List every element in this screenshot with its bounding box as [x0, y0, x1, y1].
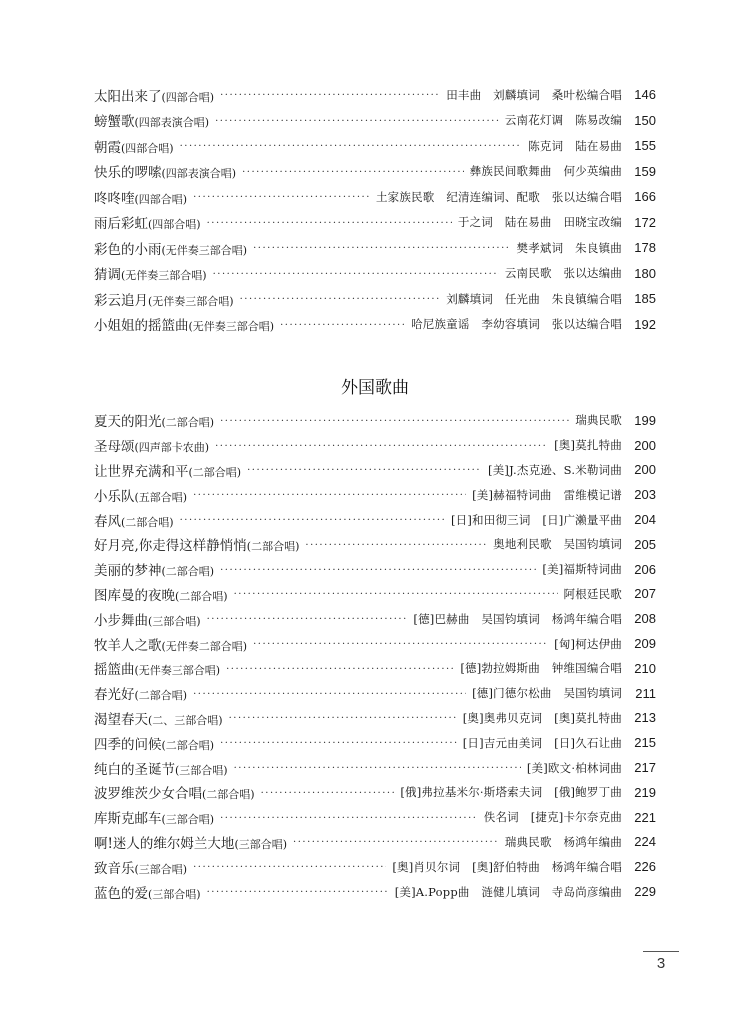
arrangement-note: (四部表演合唱) — [134, 116, 210, 130]
dot-leader — [253, 637, 548, 650]
toc-entry-title — [94, 238, 247, 258]
toc-entry-page: 146 — [634, 87, 656, 103]
toc-entry-title — [94, 410, 214, 430]
toc-entry-credit: [奥]莫扎特曲 — [554, 438, 622, 453]
toc-entry[interactable] — [94, 235, 656, 261]
toc-entry-title — [94, 683, 187, 703]
toc-entry[interactable] — [94, 433, 656, 458]
toc-entry-page: 224 — [634, 834, 656, 850]
dot-leader — [215, 114, 499, 127]
toc-entry[interactable] — [94, 210, 656, 236]
toc-entry-title — [94, 733, 214, 753]
toc-entry-title — [94, 857, 187, 877]
arrangement-note: (三部合唱) — [148, 887, 201, 901]
toc-entry-credit: 陈克词 陆在易曲 — [528, 138, 622, 153]
arrangement-note: (无伴奏三部合唱) — [121, 269, 207, 283]
toc-entry[interactable] — [94, 706, 656, 731]
arrangement-note: (二部合唱) — [161, 738, 215, 752]
song-title: 让世界充满和平 — [94, 463, 189, 480]
toc-entry-title — [94, 110, 209, 130]
arrangement-note: (二部合唱) — [161, 565, 215, 579]
toc-entry-title — [94, 609, 201, 629]
dot-leader — [207, 216, 452, 229]
toc-entry[interactable] — [94, 108, 656, 134]
toc-entry-page: 217 — [634, 760, 656, 776]
arrangement-note: (二部合唱) — [134, 689, 188, 703]
toc-entry-title — [94, 314, 274, 334]
song-title: 彩云追月 — [94, 292, 148, 309]
toc-entry[interactable] — [94, 261, 656, 287]
toc-entry-credit: [俄]弗拉基米尔·斯塔索夫词 [俄]鲍罗丁曲 — [400, 785, 622, 800]
toc-entry-credit: 瑞典民歌 杨鸿年编曲 — [504, 834, 622, 849]
toc-entry[interactable] — [94, 458, 656, 483]
toc-entry[interactable] — [94, 312, 656, 338]
toc-section-chinese-songs — [94, 82, 656, 337]
toc-entry-credit: 奥地利民歌 吴国钧填词 — [493, 537, 622, 552]
song-title: 快乐的啰嗦 — [94, 165, 162, 182]
toc-entry-credit: [德]巴赫曲 吴国钧填词 杨鸿年编合唱 — [413, 611, 622, 626]
toc-entry-credit: 土家族民歌 纪清连编词、配歌 张以达编合唱 — [375, 189, 622, 204]
toc-entry-page: 159 — [634, 163, 656, 179]
toc-entry-page: 166 — [634, 189, 656, 205]
dot-leader — [180, 139, 523, 152]
toc-entry[interactable] — [94, 656, 656, 681]
arrangement-note: (二部合唱) — [161, 416, 215, 430]
dot-leader — [180, 513, 445, 526]
toc-entry-title — [94, 187, 187, 207]
toc-entry-title — [94, 584, 228, 604]
toc-entry[interactable] — [94, 755, 656, 780]
toc-entry-page: 215 — [634, 735, 656, 751]
song-title: 春光好 — [94, 687, 135, 704]
toc-entry-title — [94, 510, 174, 530]
arrangement-note: (四部合唱) — [134, 192, 188, 206]
dot-leader — [220, 736, 457, 749]
dot-leader — [242, 165, 464, 178]
toc-entry-title — [94, 85, 214, 105]
toc-entry[interactable] — [94, 854, 656, 879]
toc-entry-title — [94, 807, 214, 827]
toc-entry[interactable] — [94, 408, 656, 433]
toc-entry-title — [94, 559, 214, 579]
toc-entry-title — [94, 263, 207, 283]
toc-entry-page: 209 — [634, 636, 656, 652]
song-title: 彩色的小雨 — [94, 241, 162, 258]
toc-entry[interactable] — [94, 879, 656, 904]
toc-entry-credit: 云南花灯调 陈易改编 — [504, 113, 622, 128]
toc-entry[interactable] — [94, 82, 656, 108]
toc-entry-title — [94, 832, 287, 852]
toc-entry-credit: [美]欧文·柏林词曲 — [526, 760, 622, 775]
song-title: 小姐姐的摇篮曲 — [94, 318, 189, 335]
arrangement-note: (二部合唱) — [121, 515, 174, 529]
dot-leader — [215, 439, 548, 452]
toc-entry[interactable] — [94, 606, 656, 631]
dot-leader — [193, 488, 466, 501]
toc-entry-credit: 阿根廷民歌 — [563, 586, 622, 601]
arrangement-note: (四声部卡农曲) — [134, 441, 210, 455]
arrangement-note: (无伴奏三部合唱) — [134, 664, 221, 678]
toc-entry-credit: 云南民歌 张以达编曲 — [504, 266, 622, 281]
dot-leader — [234, 587, 558, 600]
toc-entry-credit: 樊孝斌词 朱良镇曲 — [516, 240, 622, 255]
toc-entry-page: 203 — [634, 487, 656, 503]
song-title: 小乐队 — [94, 488, 135, 505]
toc-entry[interactable] — [94, 133, 656, 159]
footer-rule — [643, 951, 679, 952]
song-title: 太阳出来了 — [94, 88, 162, 105]
toc-entry[interactable] — [94, 730, 656, 755]
toc-entry-credit: [德]门德尔松曲 吴国钧填词 — [472, 686, 622, 701]
toc-entry[interactable] — [94, 482, 656, 507]
song-title: 啊!迷人的维尔姆兰大地 — [94, 835, 235, 852]
arrangement-note: (三部合唱) — [161, 813, 215, 827]
dot-leader — [293, 835, 499, 848]
toc-entry-page: 219 — [634, 784, 656, 800]
toc-entry-credit: [奥]奥弗贝克词 [奥]莫扎特曲 — [462, 710, 622, 725]
toc-entry-title — [94, 634, 247, 654]
toc-entry-page: 208 — [634, 611, 656, 627]
dot-leader — [207, 885, 389, 898]
arrangement-note: (三部合唱) — [234, 837, 288, 851]
toc-entry-page: 210 — [634, 660, 656, 676]
dot-leader — [280, 318, 405, 331]
arrangement-note: (三部合唱) — [148, 614, 201, 628]
song-title: 美丽的梦神 — [94, 563, 162, 580]
song-title: 摇篮曲 — [94, 662, 135, 679]
toc-entry[interactable] — [94, 681, 656, 706]
dot-leader — [220, 563, 536, 576]
toc-entry-page: 226 — [634, 859, 656, 875]
toc-entry-page: 180 — [634, 265, 656, 281]
toc-entry-page: 207 — [634, 586, 656, 602]
toc-entry-page: 205 — [634, 536, 656, 552]
song-title: 库斯克邮车 — [94, 811, 162, 828]
toc-entry-title — [94, 212, 201, 232]
song-title: 四季的问候 — [94, 736, 162, 753]
toc-entry[interactable] — [94, 184, 656, 210]
arrangement-note: (三部合唱) — [134, 862, 188, 876]
song-title: 螃蟹歌 — [94, 114, 135, 131]
song-title: 蓝色的爱 — [94, 885, 148, 902]
toc-entry[interactable] — [94, 159, 656, 185]
toc-entry-page: 229 — [634, 884, 656, 900]
arrangement-note: (四部合唱) — [161, 90, 215, 104]
song-title: 牧羊人之歌 — [94, 637, 162, 654]
toc-entry-title — [94, 435, 209, 455]
footer-page-number: 3 — [656, 955, 666, 972]
toc-entry[interactable] — [94, 532, 656, 557]
toc-entry-page: 192 — [634, 316, 656, 332]
toc-entry-title — [94, 485, 187, 505]
dot-leader — [261, 786, 395, 799]
song-title: 雨后彩虹 — [94, 216, 148, 233]
song-title: 朝霞 — [94, 139, 121, 156]
dot-leader — [220, 811, 478, 824]
arrangement-note: (二、三部合唱) — [148, 713, 223, 727]
dot-leader — [220, 88, 440, 101]
toc-entry-title — [94, 161, 236, 181]
dot-leader — [207, 612, 408, 625]
song-title: 图库曼的夜晚 — [94, 587, 175, 604]
toc-entry-credit: 田丰曲 刘麟填词 桑叶松编合唱 — [446, 87, 622, 102]
toc-entry-credit: 哈尼族童谣 李幼容填词 张以达编合唱 — [411, 317, 622, 332]
toc-entry-credit: [美]A.Popp曲 涟健儿填词 寺岛尚彦编曲 — [394, 884, 622, 899]
dot-leader — [226, 662, 454, 675]
toc-entry-page: 199 — [634, 412, 656, 428]
toc-entry-page: 178 — [634, 240, 656, 256]
toc-entry-page: 200 — [634, 437, 656, 453]
toc-entry[interactable] — [94, 631, 656, 656]
dot-leader — [253, 241, 510, 254]
arrangement-note: (四部表演合唱) — [161, 167, 237, 181]
toc-entry-title — [94, 882, 201, 902]
toc-entry[interactable] — [94, 286, 656, 312]
toc-entry-credit: [日]吉元由美词 [日]久石让曲 — [462, 735, 622, 750]
song-title: 猜调 — [94, 267, 121, 284]
arrangement-note: (五部合唱) — [134, 490, 188, 504]
toc-entry[interactable] — [94, 557, 656, 582]
arrangement-note: (二部合唱) — [202, 788, 255, 802]
toc-entry-credit: 于之词 陆在易曲 田晓宝改编 — [457, 215, 622, 230]
arrangement-note: (四部合唱) — [121, 141, 174, 155]
toc-entry-page: 172 — [634, 214, 656, 230]
song-title: 波罗维茨少女合唱 — [94, 786, 202, 803]
toc-entry-credit: [匈]柯达伊曲 — [554, 636, 622, 651]
arrangement-note: (无伴奏二部合唱) — [161, 639, 248, 653]
toc-entry-credit: 彝族民间歌舞曲 何少英编曲 — [469, 164, 622, 179]
toc-entry-page: 200 — [634, 462, 656, 478]
section-heading-foreign-songs: 外国歌曲 — [341, 378, 409, 398]
toc-entry-title — [94, 658, 220, 678]
toc-entry-title — [94, 534, 299, 554]
song-title: 纯白的圣诞节 — [94, 761, 175, 778]
song-title: 小步舞曲 — [94, 612, 148, 629]
toc-entry-title — [94, 289, 234, 309]
toc-entry-page: 206 — [634, 561, 656, 577]
dot-leader — [213, 267, 499, 280]
arrangement-note: (二部合唱) — [175, 589, 228, 603]
dot-leader — [247, 463, 482, 476]
dot-leader — [193, 860, 386, 873]
song-title: 春风 — [94, 513, 121, 530]
arrangement-note: (无伴奏三部合唱) — [161, 243, 248, 257]
dot-leader — [305, 538, 487, 551]
toc-entry-credit: [德]勃拉姆斯曲 钟维国编合唱 — [460, 661, 622, 676]
toc-entry-page: 185 — [634, 291, 656, 307]
arrangement-note: (无伴奏三部合唱) — [148, 294, 234, 308]
dot-leader — [220, 414, 569, 427]
dot-leader — [240, 292, 441, 305]
toc-entry-title — [94, 460, 241, 480]
toc-entry-page: 150 — [634, 112, 656, 128]
toc-entry-credit: [美]J.杰克逊、S.米勒词曲 — [488, 462, 622, 477]
toc-entry-page: 221 — [634, 809, 656, 825]
toc-entry-credit: 瑞典民歌 — [575, 413, 622, 428]
toc-entry-title — [94, 758, 228, 778]
toc-entry-title — [94, 782, 255, 802]
arrangement-note: (二部合唱) — [188, 465, 242, 479]
toc-entry[interactable] — [94, 805, 656, 830]
song-title: 圣母颂 — [94, 439, 135, 456]
toc-entry-credit: [美]赫福特词曲 雷维模记谱 — [472, 487, 622, 502]
toc-entry-page: 155 — [634, 138, 656, 154]
toc-entry-credit: 佚名词 [捷克]卡尔奈克曲 — [483, 810, 622, 825]
toc-entry-page: 211 — [635, 685, 656, 701]
dot-leader — [193, 687, 466, 700]
song-title: 夏天的阳光 — [94, 414, 162, 431]
toc-entry[interactable] — [94, 780, 656, 805]
song-title: 咚咚喹 — [94, 190, 135, 207]
toc-entry-credit: [美]福斯特词曲 — [542, 562, 622, 577]
dot-leader — [193, 190, 370, 203]
toc-entry-title — [94, 708, 223, 728]
song-title: 致音乐 — [94, 860, 135, 877]
song-title: 渴望春天 — [94, 711, 148, 728]
toc-entry-title — [94, 136, 174, 156]
toc-entry-page: 204 — [634, 512, 656, 528]
toc-entry-credit: 刘麟填词 任光曲 朱良镇编合唱 — [446, 291, 622, 306]
toc-entry-page: 213 — [634, 710, 656, 726]
arrangement-note: (二部合唱) — [246, 540, 300, 554]
toc-entry[interactable] — [94, 830, 656, 855]
toc-entry[interactable] — [94, 582, 656, 607]
arrangement-note: (无伴奏三部合唱) — [188, 320, 275, 334]
dot-leader — [234, 761, 521, 774]
arrangement-note: (四部合唱) — [148, 218, 201, 232]
toc-entry-credit: [奥]肖贝尔词 [奥]舒伯特曲 杨鸿年编合唱 — [392, 859, 622, 874]
toc-section-foreign-songs — [94, 408, 656, 904]
toc-entry[interactable] — [94, 507, 656, 532]
song-title: 好月亮,你走得这样静悄悄 — [94, 538, 247, 555]
arrangement-note: (三部合唱) — [175, 763, 228, 777]
dot-leader — [229, 711, 457, 724]
toc-entry-credit: [日]和田彻三词 [日]广濑量平曲 — [450, 512, 622, 527]
